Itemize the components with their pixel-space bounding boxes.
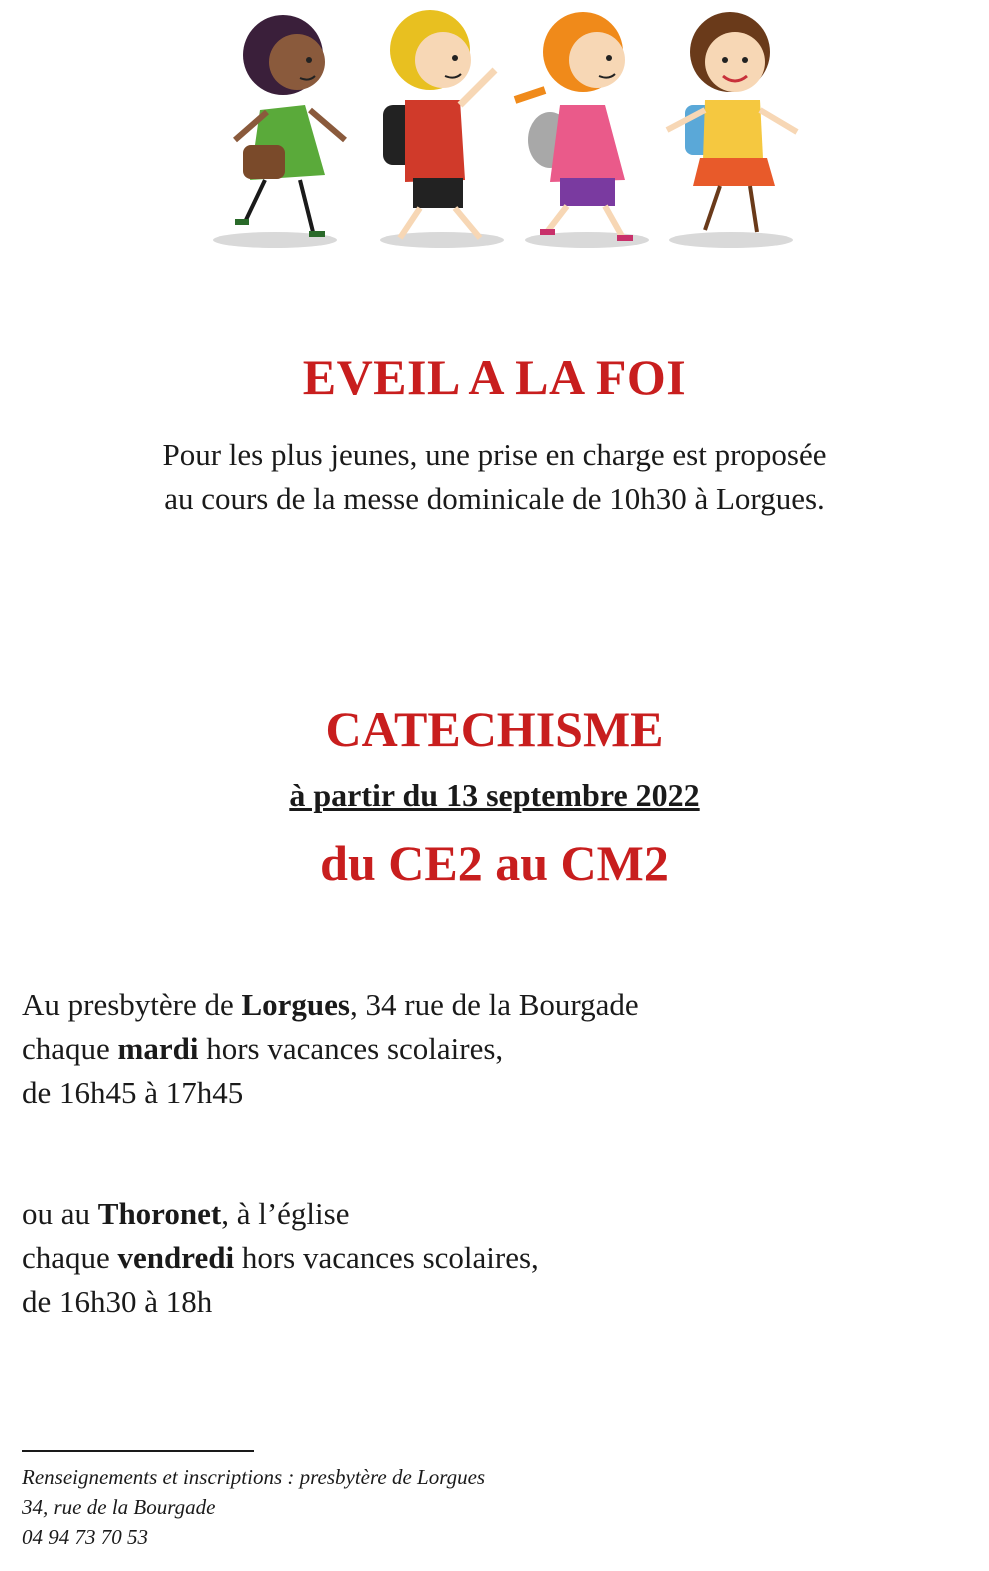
eveil-description [0, 433, 989, 521]
footer-divider [22, 1450, 254, 1452]
eveil-line-1: Pour les plus jeunes, une prise en charge est proposée [162, 437, 827, 472]
thoronet-day-line: chaque vendredi hors vacances scolaires, [22, 1240, 539, 1275]
catechisme-level: du CE2 au CM2 [320, 835, 669, 891]
footer-address: 34, rue de la Bourgade [22, 1495, 216, 1519]
footer-phone: 04 94 73 70 53 [22, 1525, 148, 1549]
lorgues-schedule [22, 983, 639, 1115]
thoronet-schedule [22, 1192, 539, 1324]
footer-contact [22, 1462, 485, 1552]
lorgues-hours: de 16h45 à 17h45 [22, 1075, 244, 1110]
lorgues-location-line: Au presbytère de Lorgues, 34 rue de la Bourgade [22, 987, 639, 1022]
child-red-hoodie [383, 10, 495, 238]
lorgues-day-line: chaque mardi hors vacances scolaires, [22, 1031, 504, 1066]
eveil-line-2: au cours de la messe dominicale de 10h30 à Lorgues. [164, 481, 825, 516]
catechisme-title: CATECHISME [325, 701, 664, 757]
thoronet-hours: de 16h30 à 18h [22, 1284, 213, 1319]
eveil-title: EVEIL A LA FOI [302, 349, 687, 405]
footer-info-line: Renseignements et inscriptions : presbytère de Lorgues [22, 1465, 486, 1489]
child-pink-dress [515, 12, 633, 238]
thoronet-location-line: ou au Thoronet, à l’église [22, 1196, 350, 1231]
child-green-dress [235, 15, 345, 234]
catechisme-start-date: à partir du 13 septembre 2022 [289, 777, 700, 813]
child-yellow-top [667, 12, 797, 232]
children-walking-illustration [205, 0, 805, 260]
